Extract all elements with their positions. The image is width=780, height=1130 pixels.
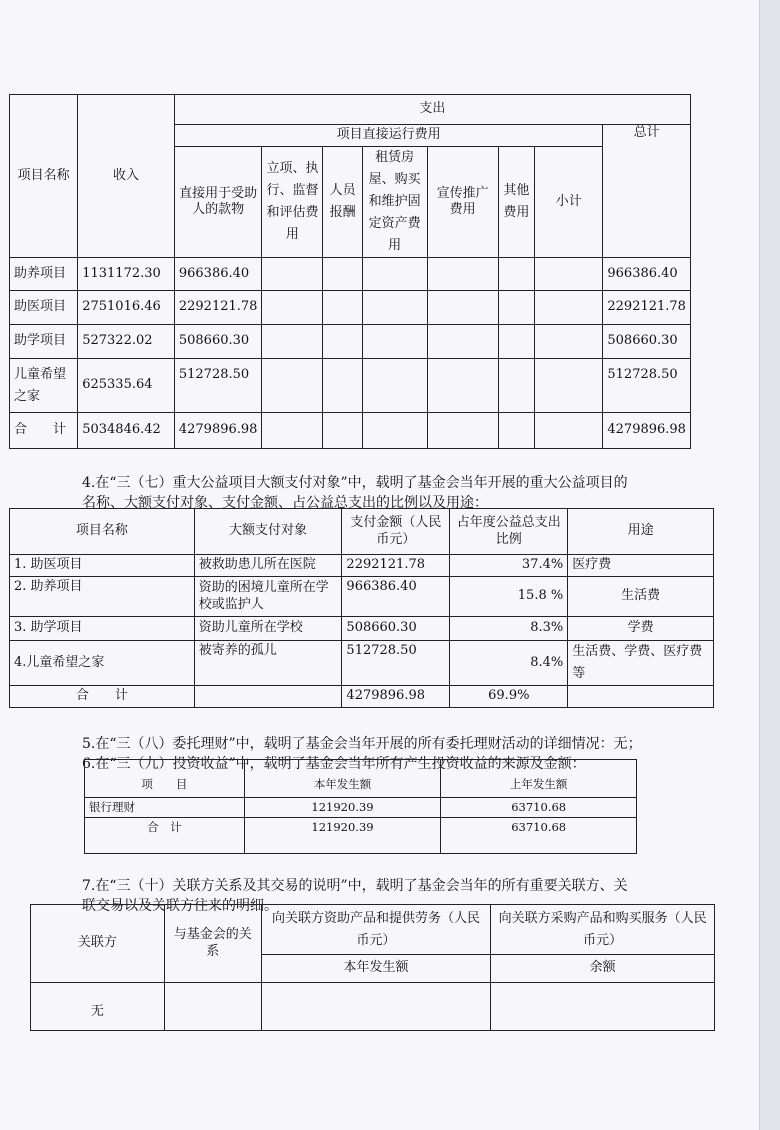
table-row: 2. 助养项目 资助的困境儿童所在学校或监护人 966386.40 15.8 % 生活费 xyxy=(10,577,714,617)
table-row: 儿童希望之家 625335.64 512728.50 512728.50 xyxy=(10,359,691,413)
col-promo-header: 宣传推广费用 xyxy=(427,147,498,258)
table-row: 助学项目 527322.02 508660.30 508660.30 xyxy=(10,325,691,359)
table-row: 银行理财 121920.39 63710.68 xyxy=(85,798,637,818)
col-income-header: 收入 xyxy=(78,95,175,258)
table-row: 助养项目 1131172.30 966386.40 966386.40 xyxy=(10,258,691,291)
table-row: 4.儿童希望之家 被寄养的孤儿 512728.50 8.4% 生活费、学费、医疗费等 xyxy=(10,641,714,686)
col-approval-header: 立项、执行、监督和评估费用 xyxy=(262,147,323,258)
section6-text: 6.在“三（九）投资收益”中，载明了基金会当年所有产生投资收益的来源及金额： xyxy=(82,756,586,772)
col-other-header: 其他费用 xyxy=(498,147,534,258)
col-project-header: 项目名称 xyxy=(10,95,78,258)
section4-line1: 4.在“三（七）重大公益项目大额支付对象”中，载明了基金会当年开展的重大公益项目的 xyxy=(82,475,628,491)
section7-line2: 联交易以及关联方往来的明细。 xyxy=(82,898,278,914)
table-row: 无 xyxy=(31,983,715,1031)
investment-income-table: 项 目 本年发生额 上年发生额 银行理财 121920.39 63710.68 合 计 121920.39 63710.68 xyxy=(84,759,637,854)
table-row: 1. 助医项目 被救助患儿所在医院 2292121.78 37.4% 医疗费 xyxy=(10,555,714,577)
section5-text: 5.在“三（八）委托理财”中，载明了基金会当年开展的所有委托理财活动的详细情况：无； xyxy=(82,736,642,752)
major-payments-table: 项目名称 大额支付对象 支付金额（人民币元） 占年度公益总支出比例 用途 1. 助医项目 被救助患儿所在医院 2292121.78 37.4% 医疗费 2. 助养项目 资助的困境儿童所在学校或监护人 966386.40 15.8 % 生活费 3. 助学项目 资助儿童所在学校 508660.30 8.3% 学费 4.儿童希望之家 被寄养的孤儿 512728.50 8.4% 生活费、学费、医疗费等 合 计 4279896.98 69.9% xyxy=(9,508,714,708)
col-balance-header: 余额 xyxy=(491,955,715,983)
col-purchase-header: 向关联方采购产品和购买服务（人民币元） xyxy=(491,905,715,955)
table-total-row: 合 计 4279896.98 69.9% xyxy=(10,686,714,708)
col-subtotal-header: 小计 xyxy=(535,147,603,258)
col-expense-header: 支出 xyxy=(174,95,690,125)
section7-line1: 7.在“三（十）关联方关系及其交易的说明”中，载明了基金会当年的所有重要关联方、关 xyxy=(82,878,628,894)
col-provide-header: 向关联方资助产品和提供劳务（人民币元） xyxy=(261,905,491,955)
table-total-row: 合 计 5034846.42 4279896.98 4279896.98 xyxy=(10,413,691,449)
col-current-header: 本年发生额 xyxy=(261,955,491,983)
col-direct-ops-header: 项目直接运行费用 xyxy=(174,125,603,147)
income-expense-table xyxy=(9,94,691,449)
col-rent-header: 租赁房屋、购买和维护固定资产费用 xyxy=(362,147,427,258)
table-row: 3. 助学项目 资助儿童所在学校 508660.30 8.3% 学费 xyxy=(10,617,714,641)
related-party-table xyxy=(30,904,715,1031)
col-party-header: 关联方 xyxy=(31,905,165,983)
col-direct-aid-header: 直接用于受助人的款物 xyxy=(174,147,262,258)
table-total-row: 合 计 121920.39 63710.68 xyxy=(85,818,637,854)
col-total-header: 总计 xyxy=(603,125,691,258)
col-personnel-header: 人员报酬 xyxy=(323,147,362,258)
col-relation-header: 与基金会的关系 xyxy=(164,905,261,983)
table-row: 助医项目 2751016.46 2292121.78 2292121.78 xyxy=(10,291,691,325)
section4-line2: 名称、大额支付对象、支付金额、占公益总支出的比例以及用途： xyxy=(82,495,488,511)
page-edge xyxy=(759,0,780,1130)
